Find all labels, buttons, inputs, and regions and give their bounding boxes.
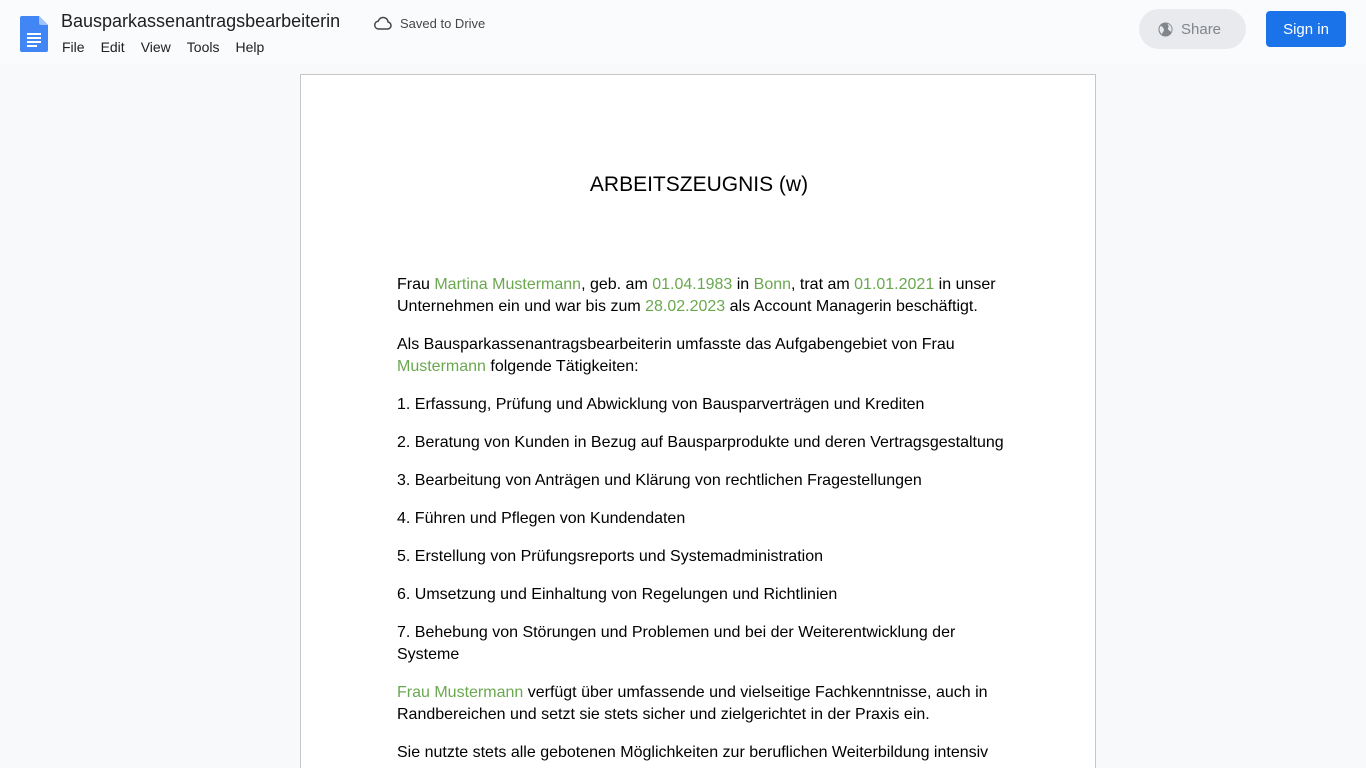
- sign-in-button[interactable]: Sign in: [1266, 11, 1346, 47]
- text-run: Als Bausparkassenantragsbearbeiterin umfasste das Aufgabengebiet von Frau: [397, 336, 955, 353]
- menu-bar: [54, 36, 272, 58]
- share-button-label: Share: [1181, 20, 1222, 38]
- document-title[interactable]: Bausparkassenantragsbearbeiterin: [61, 11, 341, 31]
- top-bar: [0, 0, 1366, 64]
- task-item: 3. Bearbeitung von Anträgen und Klärung von rechtlichen Fragestellungen: [397, 472, 922, 489]
- task-item: 1. Erfassung, Prüfung und Abwicklung von Bausparverträgen und Krediten: [397, 396, 925, 413]
- employee-surname: Mustermann: [397, 358, 486, 375]
- paragraph-intro: [397, 274, 1007, 318]
- menu-view[interactable]: View: [140, 39, 171, 55]
- text-run: in: [732, 276, 754, 293]
- paragraph-knowledge: [397, 682, 1007, 726]
- text-run: folgende Tätigkeiten:: [485, 358, 639, 375]
- cloud-done-icon: [373, 16, 392, 30]
- employee-name: Frau Mustermann: [397, 684, 524, 701]
- text-run: , trat am: [791, 276, 855, 293]
- task-item: 4. Führen und Pflegen von Kundendaten: [397, 510, 686, 527]
- text-run: Frau: [397, 276, 435, 293]
- menu-help[interactable]: Help: [235, 39, 265, 55]
- text-run: in unser Unternehmen ein und war bis zum: [397, 276, 996, 315]
- text-run: verfügt über umfassende und vielseitige Fachkenntnisse, auch in Randbereichen und setzt sie stets sicher und zielgerichtet in der Praxis ein.: [397, 684, 988, 723]
- document-body: [397, 274, 1007, 768]
- task-item: 5. Erstellung von Prüfungsreports und Systemadministration: [397, 548, 823, 565]
- task-item: 2. Beratung von Kunden in Bezug auf Bausparprodukte und deren Vertragsgestaltung: [397, 434, 1004, 451]
- birth-date: 01.04.1983: [652, 276, 733, 293]
- menu-file[interactable]: File: [62, 39, 85, 55]
- birth-place: Bonn: [753, 276, 792, 293]
- globe-icon: [1158, 22, 1173, 37]
- start-date: 01.01.2021: [854, 276, 935, 293]
- task-item: 6. Umsetzung und Einhaltung von Regelungen und Richtlinien: [397, 586, 838, 603]
- employee-name: Martina Mustermann: [434, 276, 582, 293]
- save-status-label: Saved to Drive: [400, 15, 486, 31]
- share-button[interactable]: [1139, 9, 1246, 49]
- text-run: als Account Managerin beschäftigt.: [725, 298, 978, 315]
- document-page[interactable]: [300, 74, 1096, 768]
- paragraph-training: Sie nutzte stets alle gebotenen Möglichkeiten zur beruflichen Weiterbildung intensiv: [397, 744, 989, 761]
- task-item: 7. Behebung von Störungen und Problemen und bei der Weiterentwicklung der Systeme: [397, 624, 956, 663]
- end-date: 28.02.2023: [645, 298, 726, 315]
- document-heading: ARBEITSZEUGNIS (w): [589, 173, 809, 196]
- menu-edit[interactable]: Edit: [100, 39, 125, 55]
- text-run: , geb. am: [581, 276, 653, 293]
- menu-tools[interactable]: Tools: [186, 39, 220, 55]
- paragraph-duties-intro: [397, 334, 1007, 378]
- save-status[interactable]: [373, 13, 485, 33]
- google-docs-icon[interactable]: [20, 16, 48, 52]
